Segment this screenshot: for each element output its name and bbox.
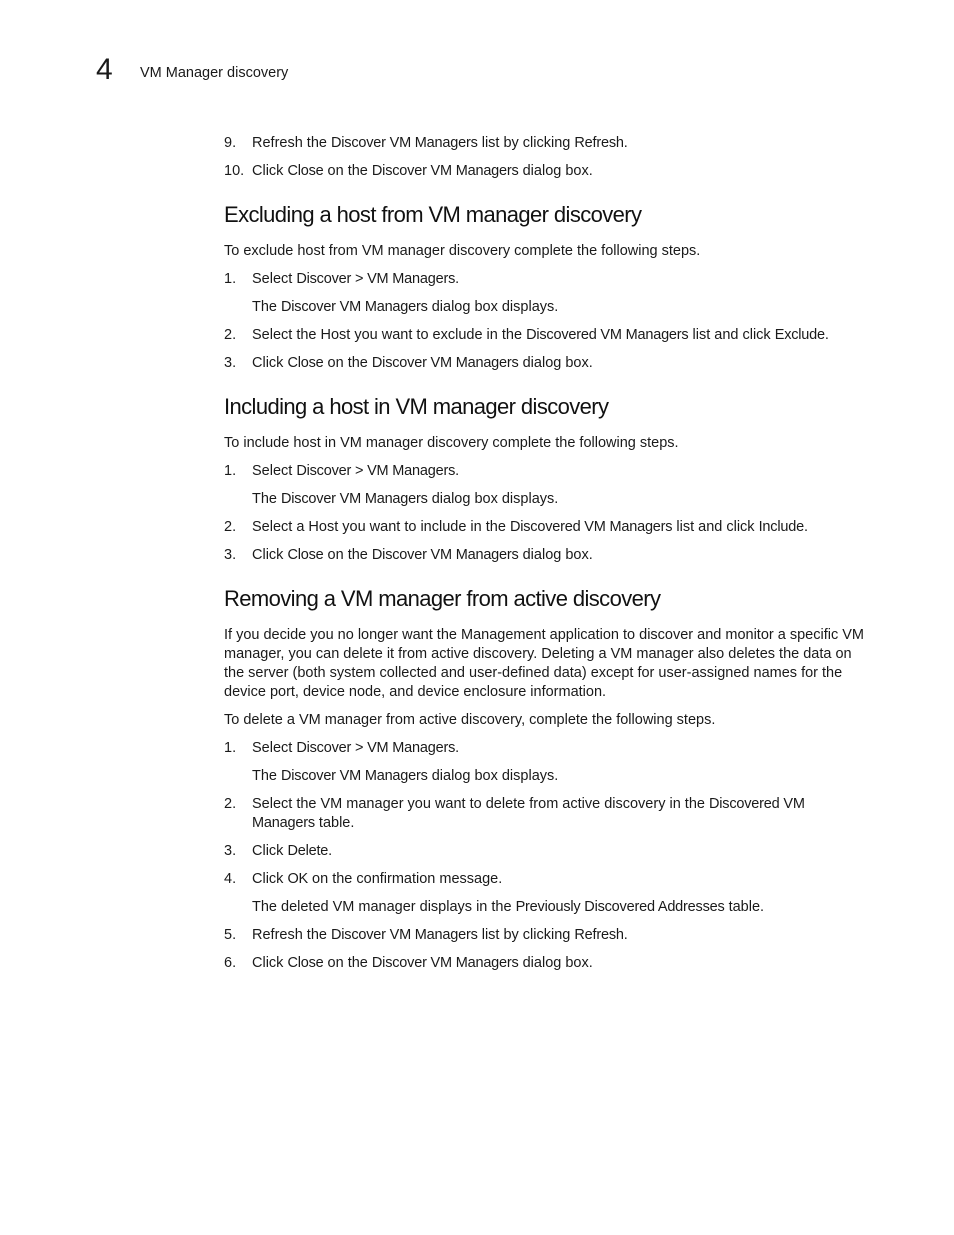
ui-term: Refresh	[574, 927, 624, 943]
ui-term: Discover > VM Managers	[296, 271, 456, 287]
step-number: 4.	[224, 871, 237, 887]
step-item: 3. Click Close on the Discover VM Managers dialog box.	[224, 355, 593, 371]
step-item: 6. Click Close on the Discover VM Managers dialog box.	[224, 955, 593, 971]
step-result: The Discover VM Managers dialog box displays.	[252, 299, 559, 315]
ui-term: Exclude	[774, 327, 825, 343]
ui-term: Close	[287, 547, 324, 563]
chapter-number: 4	[96, 53, 113, 86]
step-number: 9.	[224, 135, 237, 151]
step-item: 3. Click Close on the Discover VM Managers dialog box.	[224, 547, 593, 563]
step-number: 1.	[224, 740, 237, 756]
ui-term: Close	[287, 163, 324, 179]
ui-term: Discover > VM Managers	[296, 740, 456, 756]
ui-term: OK	[287, 871, 309, 887]
ui-term: Delete	[287, 843, 329, 859]
step-number: 1.	[224, 271, 237, 287]
section-heading-include: Including a host in VM manager discovery	[224, 394, 609, 419]
step-number: 2.	[224, 327, 237, 343]
step-result: The deleted VM manager displays in the Previously Discovered Addresses table.	[252, 899, 765, 915]
step-item: 1. Select Discover > VM Managers.	[224, 740, 460, 756]
step-item: 1. Select Discover > VM Managers.	[224, 463, 460, 479]
ui-term: Refresh	[574, 135, 624, 151]
step-number: 3.	[224, 547, 237, 563]
section-heading-exclude: Excluding a host from VM manager discovery	[224, 202, 642, 227]
section-intro: To exclude host from VM manager discovery complete the following steps.	[224, 243, 701, 259]
ui-term: Discover VM Managers	[371, 955, 519, 971]
ui-term: Discover > VM Managers	[296, 463, 456, 479]
step-number: 1.	[224, 463, 237, 479]
step-item: 4. Click OK on the confirmation message.	[224, 871, 503, 887]
step-result: The Discover VM Managers dialog box displays.	[252, 768, 559, 784]
step-item: 1. Select Discover > VM Managers.	[224, 271, 460, 287]
ui-term: Discover VM Managers	[371, 163, 519, 179]
step-number: 2.	[224, 796, 237, 812]
ui-term: Discover VM Managers	[371, 547, 519, 563]
step-item: 2. Select the VM manager you want to delete from active discovery in the Discovered VM Managers table.	[224, 796, 805, 831]
ui-term: Discovered VM Managers	[252, 796, 805, 831]
step-item: 10. Click Close on the Discover VM Managers dialog box.	[224, 163, 593, 179]
ui-term: Include	[758, 519, 804, 535]
ui-term: Previously Discovered Addresses	[515, 899, 725, 915]
step-number: 5.	[224, 927, 237, 943]
step-item: 3. Click Delete.	[224, 843, 333, 859]
ui-term: Discovered VM Managers	[526, 327, 689, 343]
ui-term: Close	[287, 955, 324, 971]
step-number: 3.	[224, 355, 237, 371]
step-result: The Discover VM Managers dialog box displays.	[252, 491, 559, 507]
ui-term: Discover VM Managers	[281, 299, 428, 315]
ui-term: Discover VM Managers	[281, 491, 428, 507]
ui-term: Discover VM Managers	[331, 135, 478, 151]
step-number: 3.	[224, 843, 237, 859]
step-item: 2. Select a Host you want to include in the Discovered VM Managers list and click Include.	[224, 519, 808, 535]
step-number: 6.	[224, 955, 237, 971]
page-content	[224, 134, 869, 982]
section-heading-remove: Removing a VM manager from active discovery	[224, 586, 661, 611]
section-intro: To delete a VM manager from active discovery, complete the following steps.	[224, 712, 716, 728]
section-paragraph: If you decide you no longer want the Management application to discover and monitor a specific VM manager, you can delete it from active discovery. Deleting a VM manager also deletes the data on the server (both system collected and user-defined data) except for user-assigned names for the device port, device node, and device enclosure information.	[224, 627, 864, 700]
step-item: 5. Refresh the Discover VM Managers list by clicking Refresh.	[224, 927, 628, 943]
ui-term: Discovered VM Managers	[509, 519, 673, 535]
section-intro: To include host in VM manager discovery complete the following steps.	[224, 435, 679, 451]
chapter-title: VM Manager discovery	[140, 65, 289, 81]
ui-term: Discover VM Managers	[331, 927, 478, 943]
step-item: 2. Select the Host you want to exclude in the Discovered VM Managers list and click Exclude.	[224, 327, 829, 343]
ui-term: Discover VM Managers	[371, 355, 519, 371]
step-number: 2.	[224, 519, 237, 535]
ui-term: Discover VM Managers	[281, 768, 428, 784]
ui-term: Close	[287, 355, 324, 371]
step-number: 10.	[224, 163, 245, 179]
step-item: 9. Refresh the Discover VM Managers list by clicking Refresh.	[224, 135, 628, 151]
